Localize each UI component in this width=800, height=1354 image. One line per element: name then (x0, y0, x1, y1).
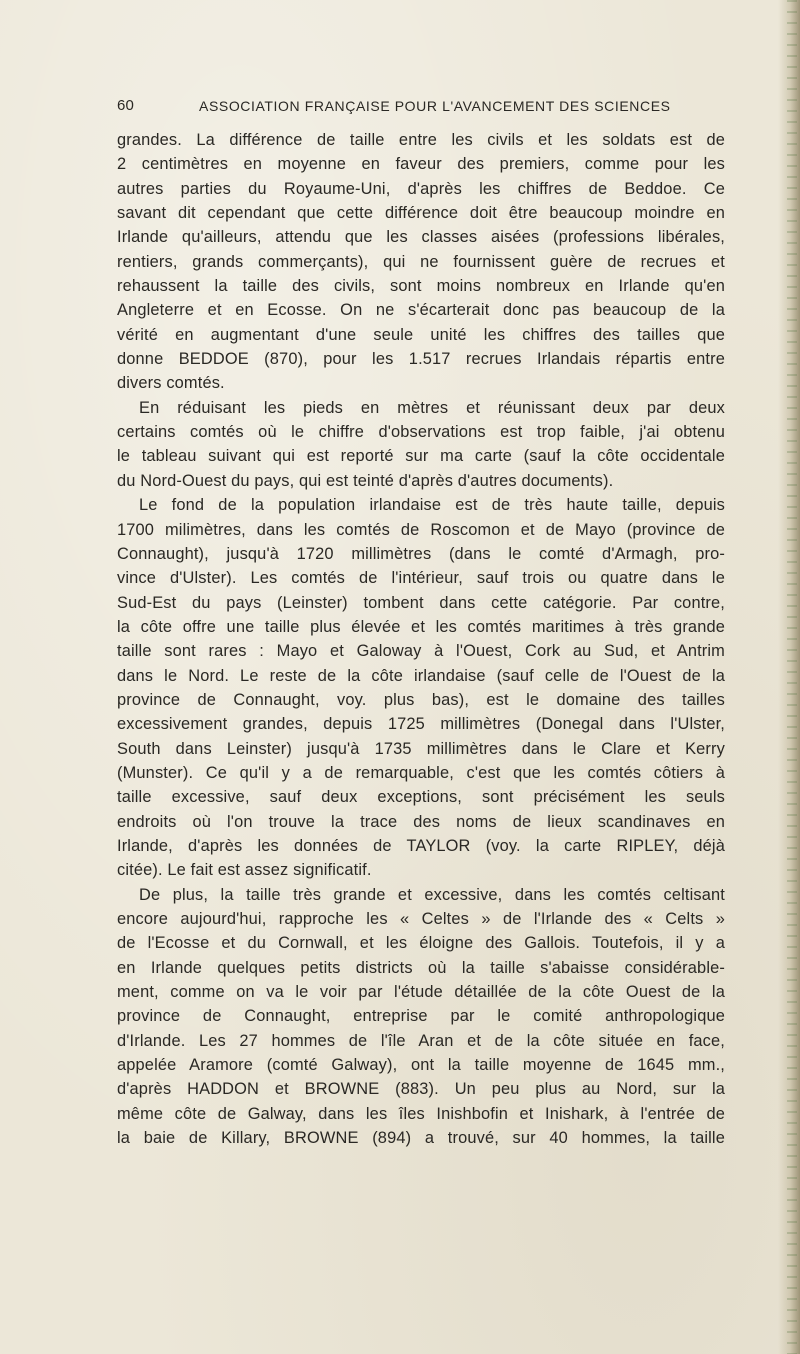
text-line: rehaussent la taille des civils, sont moins nombreux en Irlande qu'en (117, 277, 725, 296)
text-line: donne BEDDOE (870), pour les 1.517 recrues Irlandais répartis entre (117, 350, 725, 369)
text-line: De plus, la taille très grande et excessive, dans les comtés celtisant (139, 885, 725, 904)
running-head: ASSOCIATION FRANÇAISE POUR L'AVANCEMENT DES SCIENCES (199, 98, 671, 114)
text-line: taille excessive, sauf deux exceptions, sont précisément les seuls (117, 788, 725, 807)
text-line: appelée Aramore (comté Galway), ont la taille moyenne de 1645 mm., (117, 1056, 725, 1075)
text-line: province de Connaught, entreprise par le comité anthropologique (117, 1007, 725, 1026)
text-line: South dans Leinster) jusqu'à 1735 millimètres dans le Clare et Kerry (117, 739, 725, 758)
page-edge-binding (787, 0, 797, 1354)
text-line: en Irlande quelques petits districts où la taille s'abaisse considérable- (117, 958, 725, 977)
text-line: savant dit cependant que cette différence doit être beaucoup moindre en (117, 204, 725, 223)
text-line: citée). Le fait est assez significatif. (117, 861, 372, 880)
text-line: (Munster). Ce qu'il y a de remarquable, c'est que les comtés côtiers à (117, 763, 725, 782)
text-line: vince d'Ulster). Les comtés de l'intérieur, sauf trois ou quatre dans le (117, 569, 725, 588)
text-line: la côte offre une taille plus élevée et les comtés maritimes à très grande (117, 617, 725, 636)
text-line: la baie de Killary, BROWNE (894) a trouvé, sur 40 hommes, la taille (117, 1129, 725, 1148)
text-line: encore aujourd'hui, rapproche les « Celtes » de l'Irlande des « Celts » (117, 910, 725, 928)
text-line: du Nord-Ouest du pays, qui est teinté d'après d'autres documents). (117, 471, 614, 490)
text-line: vérité en augmentant d'une seule unité les chiffres des tailles que (117, 325, 725, 344)
text-line: Irlande qu'ailleurs, attendu que les classes aisées (professions libérales, (117, 228, 725, 247)
text-line: de l'Ecosse et du Cornwall, et les éloigne des Gallois. Toutefois, il y a (117, 934, 725, 953)
text-line: Angleterre et en Ecosse. On ne s'écarterait donc pas beaucoup de la (117, 301, 725, 320)
text-line: d'après HADDON et BROWNE (883). Un peu plus au Nord, sur la (117, 1080, 725, 1099)
text-line: Sud-Est du pays (Leinster) tombent dans cette catégorie. Par contre, (117, 593, 725, 612)
text-line: Le fond de la population irlandaise est de très haute taille, depuis (139, 496, 725, 515)
text-line: Irlande, d'après les données de TAYLOR (voy. la carte RIPLEY, déjà (117, 836, 725, 855)
text-line: même côte de Galway, dans les îles Inishbofin et Inishark, à l'entrée de (117, 1104, 725, 1123)
text-line: d'Irlande. Les 27 hommes de l'île Aran et de la côte située en face, (117, 1031, 725, 1050)
text-line: taille sont rares : Mayo et Galoway à l'Ouest, Cork au Sud, et Antrim (117, 642, 725, 661)
text-line: 2 centimètres en moyenne en faveur des premiers, comme pour les (117, 155, 725, 174)
text-line: rentiers, grands commerçants), qui ne fournissent guère de recrues et (117, 252, 725, 271)
text-line: certains comtés où le chiffre d'observations est trop faible, j'ai obtenu (117, 423, 725, 442)
text-line: grandes. La différence de taille entre les civils et les soldats est de (117, 131, 725, 149)
text-line: endroits où l'on trouve la trace des noms de lieux scandinaves en (117, 812, 725, 831)
text-line: Connaught), jusqu'à 1720 millimètres (dans le comté d'Armagh, pro- (117, 544, 725, 563)
text-line: ment, comme on va le voir par l'étude détaillée de la côte Ouest de la (117, 983, 725, 1002)
text-line: province de Connaught, voy. plus bas), est le domaine des tailles (117, 690, 725, 709)
page-number: 60 (117, 97, 135, 114)
text-line: divers comtés. (117, 374, 225, 393)
text-line: excessivement grandes, depuis 1725 millimètres (Donegal dans l'Ulster, (117, 715, 725, 734)
text-line: En réduisant les pieds en mètres et réunissant deux par deux (139, 398, 725, 417)
text-line: dans le Nord. Le reste de la côte irlandaise (sauf celle de l'Ouest de la (117, 666, 725, 685)
text-line: 1700 milimètres, dans les comtés de Roscomon et de Mayo (province de (117, 520, 725, 539)
body-text (117, 128, 725, 1150)
text-line: le tableau suivant qui est reporté sur ma carte (sauf la côte occidentale (117, 447, 725, 466)
text-line: autres parties du Royaume-Uni, d'après les chiffres de Beddoe. Ce (117, 179, 725, 198)
page-header (117, 97, 683, 117)
